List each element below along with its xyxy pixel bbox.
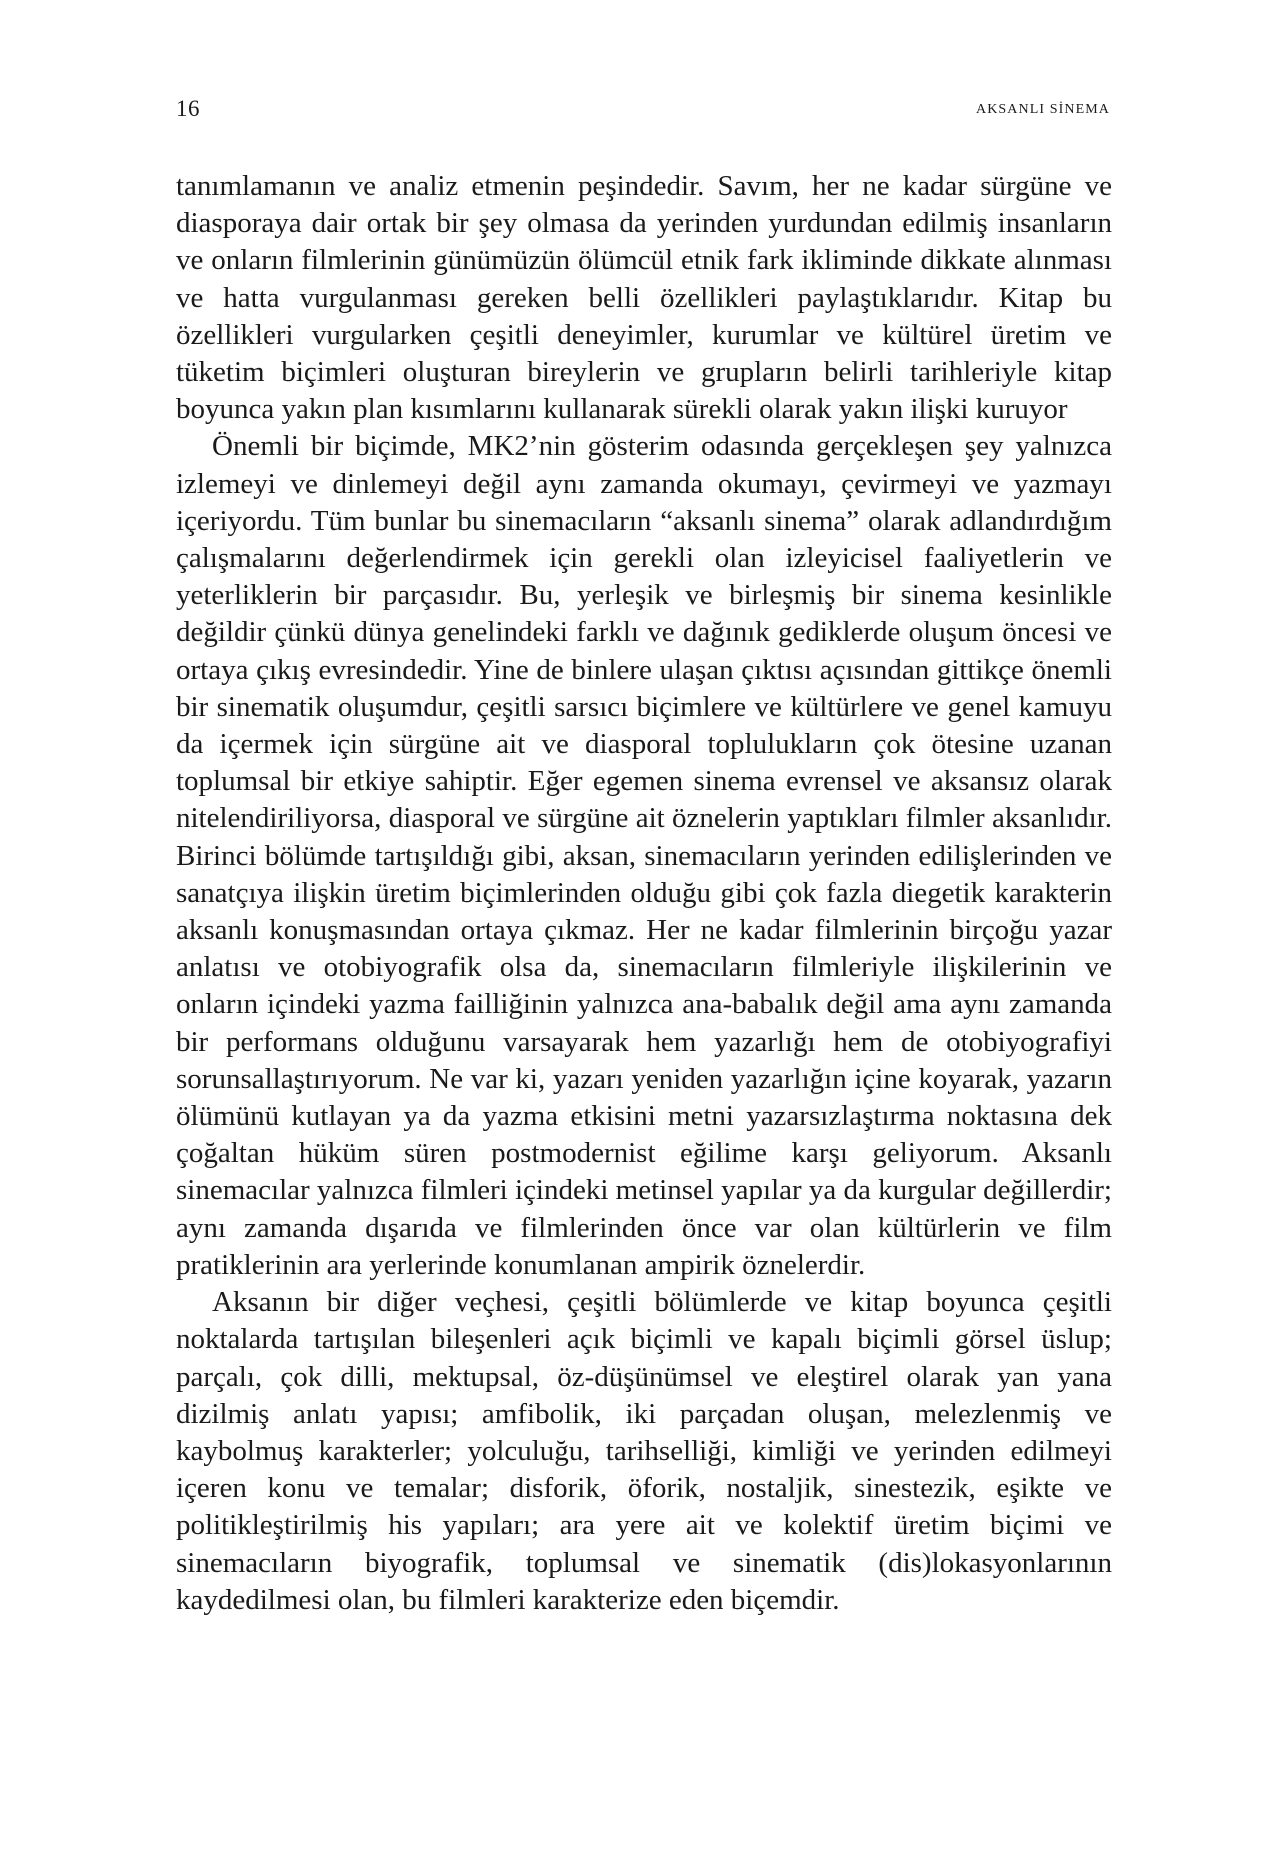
running-title: AKSANLI SİNEMA [975, 102, 1110, 117]
running-header [176, 96, 1110, 126]
paragraph: Önemli bir biçimde, MK2’nin gösterim odasında gerçekleşen şey yalnızca izlemeyi ve dinlemeyi değil aynı zamanda okumayı, çevirmeyi ve yazmayı içeriyordu. Tüm bunlar bu sinemacıların “aksanlı sinema” olarak adlandırdığım çalışmalarını değerlendirmek için gerekli olan izleyicisel faaliyetlerin ve yeterliklerin bir parçasıdır. Bu, yerleşik ve birleşmiş bir sinema kesinlikle değildir çünkü dünya genelindeki farklı ve dağınık gediklerde oluşum öncesi ve ortaya çıkış evresindedir. Yine de binlere ulaşan çıktısı açısından gittikçe önemli bir sinematik oluşumdur, çeşitli sarsıcı biçimlere ve kültürlere ve genel kamuyu da içermek için sürgüne ait ve diasporal toplulukların çok ötesine uzanan toplumsal bir etkiye sahiptir. Eğer egemen sinema evrensel ve aksansız olarak nitelendiriliyorsa, diasporal ve sürgüne ait öznelerin yaptıkları filmler aksanlıdır. Birinci bölümde tartışıldığı gibi, aksan, sinemacıların yerinden edilişlerinden ve sanatçıya ilişkin üretim biçimlerinden olduğu gibi çok fazla diegetik karakterin aksanlı konuşmasından ortaya çıkmaz. Her ne kadar filmlerinin birçoğu yazar anlatısı ve otobiyografik olsa da, sinemacıların filmleriyle ilişkilerinin ve onların içindeki yazma failliğinin yalnızca ana-babalık değil ama aynı zamanda bir performans olduğunu varsayarak hem yazarlığı hem de otobiyografiyi sorunsallaştırıyorum. Ne var ki, yazarı yeniden yazarlığın içine koyarak, yazarın ölümünü kutlayan ya da yazma etkisini metni yazarsızlaştırma noktasına dek çoğaltan hüküm süren postmodernist eğilime karşı geliyorum. Aksanlı sinemacılar yalnızca filmleri içindeki metinsel yapılar ya da kurgular değillerdir; aynı zamanda dışarıda ve filmlerinden önce var olan kültürlerin ve film pratiklerinin ara yerlerinde konumlanan ampirik öznelerdir. [176, 430, 1112, 1281]
page-number: 16 [176, 96, 200, 121]
paragraph-continued: tanımlamanın ve analiz etmenin peşindedir. Savım, her ne kadar sürgüne ve diasporaya dair ortak bir şey olmasa da yerinden yurdundan edilmiş insanların ve onların filmlerinin günümüzün ölümcül etnik fark ikliminde dikkate alınması ve hatta vurgulanması gereken belli özellikleri paylaştıklarıdır. Kitap bu özellikleri vurgularken çeşitli deneyimler, kurumlar ve kültürel üretim ve tüketim biçimleri oluşturan bireylerin ve grupların belirli tarihleriyle kitap boyunca yakın plan kısımlarını kullanarak sürekli olarak yakın ilişki kuruyor [176, 170, 1112, 426]
body-text [176, 168, 1112, 1619]
paragraph: Aksanın bir diğer veçhesi, çeşitli bölümlerde ve kitap boyunca çeşitli noktalarda tartışılan bileşenleri açık biçimli ve kapalı biçimli görsel üslup; parçalı, çok dilli, mektupsal, öz-düşünümsel ve eleştirel olarak yan yana dizilmiş anlatı yapısı; amfibolik, iki parçadan oluşan, melezlenmiş ve kaybolmuş karakterler; yolculuğu, tarihselliği, kimliği ve yerinden edilmeyi içeren konu ve temalar; disforik, öforik, nostaljik, sinestezik, eşikte ve politikleştirilmiş his yapıları; ara yere ait ve kolektif üretim biçimi ve sinemacıların biyografik, toplumsal ve sinematik (dis)lokasyonlarının kaydedilmesi olan, bu filmleri karakterize eden biçemdir. [176, 1286, 1112, 1616]
